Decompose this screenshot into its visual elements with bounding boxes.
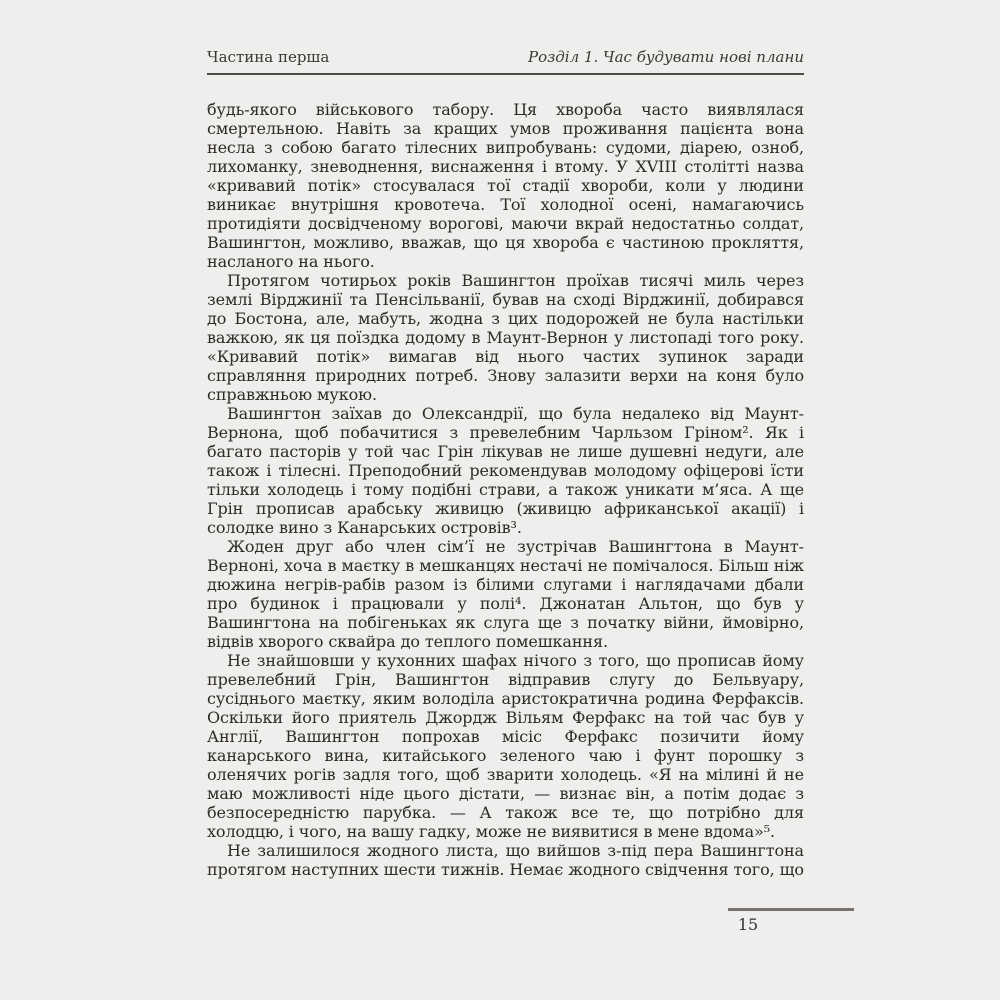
- text-block: [207, 48, 804, 879]
- part-title: Частина перша: [207, 48, 330, 66]
- body-paragraph: Протягом чотирьох років Вашингтон проїхав тисячі миль через землі Вірджинії та Пенсільванії, бував на сході Вірджинії, добирався до Бостона, але, мабуть, жодна з цих подорожей не була настільки важкою, як ця поїздка додому в Маунт-Вернон у листопаді того року. «Кривавий потік» вимагав від нього частих зупинок заради справляння природних потреб. Знову залазити верхи на коня було справжньою мукою.: [207, 271, 804, 404]
- running-header: [207, 48, 804, 73]
- body-paragraph: Не знайшовши у кухонних шафах нічого з того, що прописав йому превелебний Грін, Вашингтон відправив слугу до Бельвуару, сусіднього маєтку, яким володіла аристократична родина Ферфаксів. Оскільки його приятель Джордж Вільям Ферфакс на той час був у Англії, Вашингтон попрохав місіс Ферфакс позичити йому канарського вина, китайського зеленого чаю і фунт порошку з оленячих рогів задля того, щоб зварити холодець. «Я на мілині й не маю можливості ніде цього дістати, — визнає він, а потім додає з безпосередністю парубка. — А також все те, що потрібно для холодцю, і чого, на вашу гадку, може не виявитися в мене вдома»⁵.: [207, 651, 804, 841]
- body-paragraph: Не залишилося жодного листа, що вийшов з-під пера Вашингтона протягом наступних шести тижнів. Немає жодного свідчення того, що: [207, 841, 804, 879]
- footer-rule: [728, 908, 854, 911]
- page-number: 15: [737, 915, 759, 934]
- body-paragraph: будь-якого військового табору. Ця хвороба часто виявлялася смертельною. Навіть за кращих умов проживання пацієнта вона несла з собою багато тілесних випробувань: судоми, діарею, озноб, лихоманку, зневоднення, виснаження і втому. У XVIII столітті назва «кривавий потік» стосувалася тої стадії хвороби, коли у людини виникає внутрішня кровотеча. Тої холодної осені, намагаючись протидіяти досвідченому ворогові, маючи вкрай недостатньо солдат, Вашингтон, можливо, вважав, що ця хвороба є частиною прокляття, насланого на нього.: [207, 100, 804, 271]
- body-paragraph: Вашингтон заїхав до Олександрії, що була недалеко від Маунт-Вернона, щоб побачитися з превелебним Чарльзом Гріном². Як і багато пасторів у той час Грін лікував не лише душевні недуги, але також і тілесні. Преподобний рекомендував молодому офіцерові їсти тільки холодець і тому подібні страви, а також уникати м’яса. А ще Грін прописав арабську живицю (живицю африканської акації) і солодке вино з Канарських островів³.: [207, 404, 804, 537]
- body-text: [207, 100, 804, 879]
- body-paragraph: Жоден друг або член сім’ї не зустрічав Вашингтона в Маунт-Верноні, хоча в маєтку в мешканцях нестачі не помічалося. Більш ніж дюжина негрів-рабів разом із білими слугами і наглядачами дбали про будинок і працювали у полі⁴. Джонатан Альтон, що був у Вашингтона на побігеньках як слуга ще з початку війни, ймовірно, відвів хворого сквайра до теплого помешкання.: [207, 537, 804, 651]
- header-rule: [207, 73, 804, 75]
- chapter-title: Розділ 1. Час будувати нові плани: [527, 48, 804, 66]
